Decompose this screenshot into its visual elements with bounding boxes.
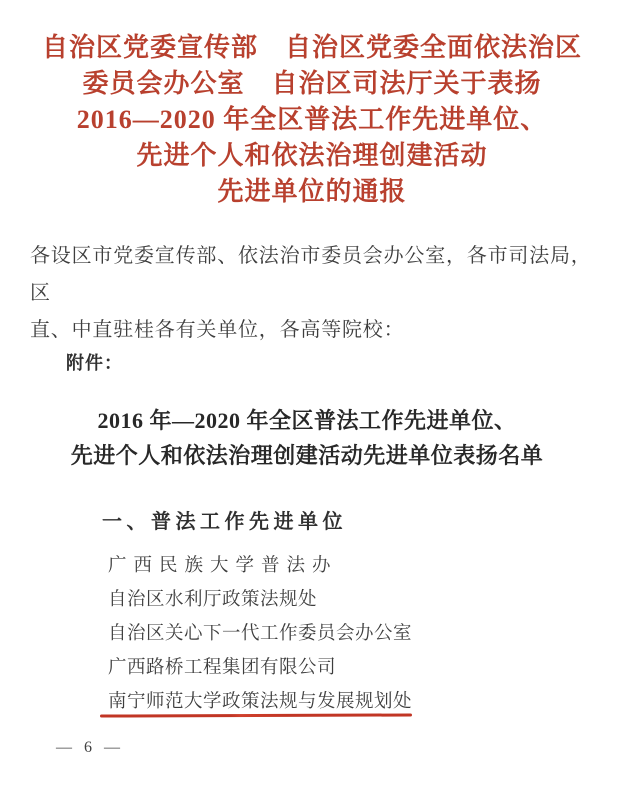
attachment-title-line: 先进个人和依法治理创建活动先进单位表扬名单 xyxy=(70,443,544,468)
unit-list xyxy=(108,554,412,724)
attachment-title xyxy=(0,403,614,473)
document-title xyxy=(0,30,624,210)
unit-list-item-text: 南宁师范大学政策法规与发展规划处 xyxy=(108,692,413,712)
salutation-paragraph xyxy=(30,238,596,349)
unit-list-item: 自治区水利厅政策法规处 xyxy=(108,590,318,610)
unit-list-item: 自治区关心下一代工作委员会办公室 xyxy=(108,624,413,644)
title-line: 2016—2020 年全区普法工作先进单位、 xyxy=(76,105,548,134)
salutation-line: 直、中直驻桂各有关单位，各高等院校： xyxy=(30,319,405,341)
title-line: 委员会办公室 自治区司法厅关于表扬 xyxy=(82,69,542,98)
unit-list-item-highlighted xyxy=(108,690,412,714)
page-number: — 6 — xyxy=(56,739,124,756)
attachment-label: 附件： xyxy=(66,353,123,373)
unit-list-item: 广西路桥工程集团有限公司 xyxy=(108,658,337,678)
red-highlight-underline xyxy=(100,713,412,717)
section-heading: 一、普法工作先进单位 xyxy=(102,511,347,533)
title-line: 先进个人和依法治理创建活动 xyxy=(136,141,488,170)
salutation-line: 各设区市党委宣传部、依法治市委员会办公室，各市司法局，区 xyxy=(30,245,592,304)
attachment-title-line: 2016 年—2020 年全区普法工作先进单位、 xyxy=(97,408,517,433)
title-line: 自治区党委宣传部 自治区党委全面依法治区 xyxy=(41,33,582,62)
title-line: 先进单位的通报 xyxy=(217,177,407,206)
unit-list-item: 广西民族大学普法办 xyxy=(108,556,338,576)
